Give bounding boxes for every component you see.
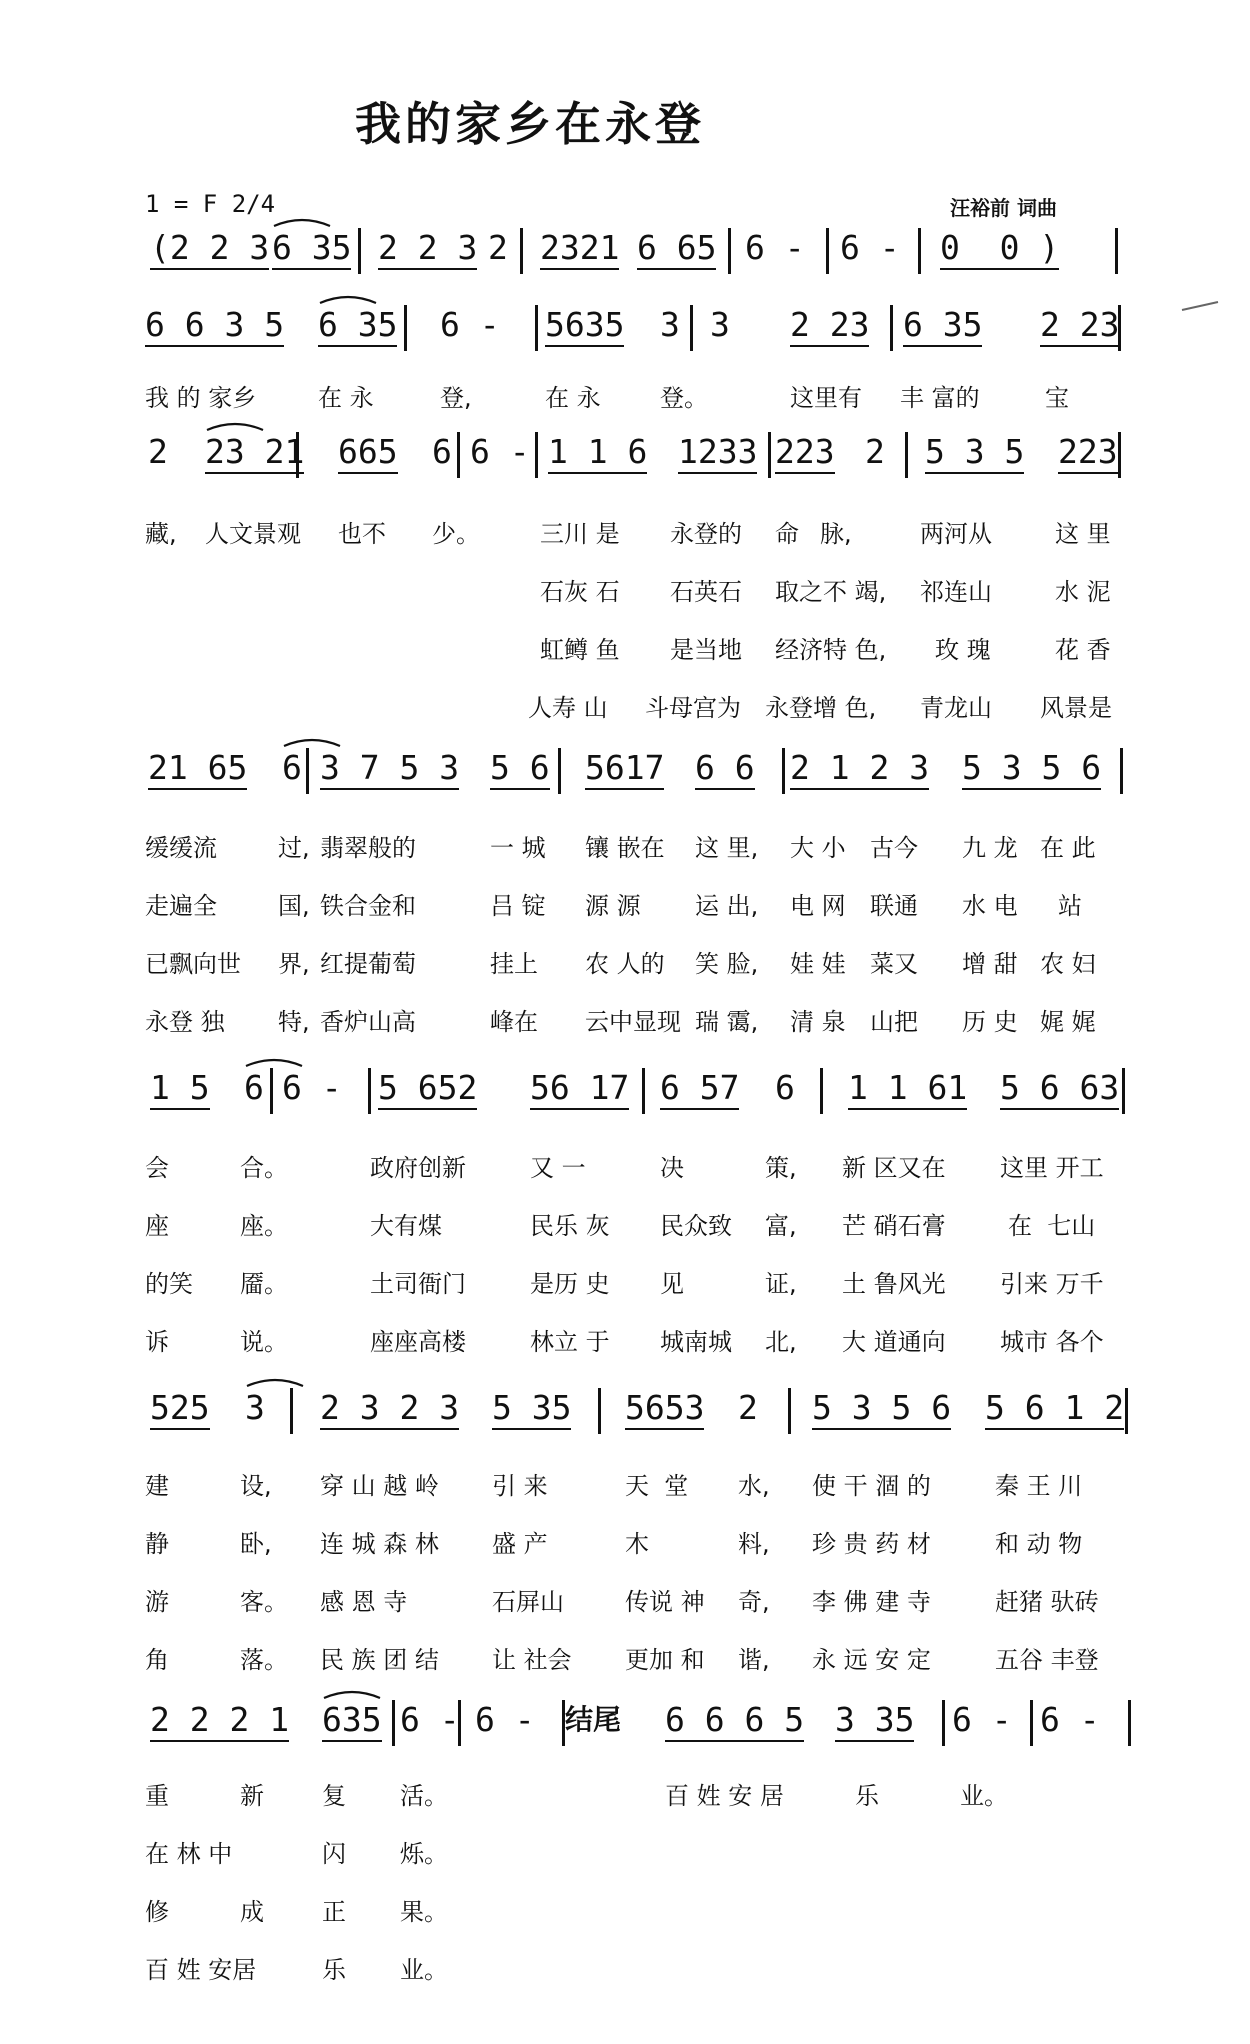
lyric-word: 和 动 物 bbox=[995, 1530, 1083, 1558]
notation-row bbox=[0, 305, 1250, 365]
lyric-word: 电 网 bbox=[790, 892, 846, 920]
note-group: 2 2 3 bbox=[378, 228, 477, 270]
note-group: 0 0 ) bbox=[940, 228, 1059, 270]
note-group: 2 23 bbox=[790, 305, 869, 347]
note-group: 6 35 bbox=[903, 305, 982, 347]
note-group: 6 65 bbox=[637, 228, 716, 270]
barline bbox=[520, 228, 523, 274]
lyric-word: 我 的 家乡 bbox=[145, 384, 257, 412]
note-group: 2 bbox=[738, 1388, 758, 1427]
note-group: 6 - bbox=[282, 1068, 342, 1107]
lyric-word: 藏, bbox=[145, 520, 177, 548]
note-group: 2 23 bbox=[1040, 305, 1119, 347]
composer-credit: 汪裕前 词曲 bbox=[950, 196, 1057, 220]
lyric-word: 见 bbox=[660, 1270, 684, 1298]
lyric-line bbox=[0, 1586, 1250, 1626]
note-group: 2 2 2 1 bbox=[150, 1700, 289, 1742]
lyric-word: 城市 各个 bbox=[1000, 1328, 1104, 1356]
lyric-word: 水, bbox=[738, 1472, 770, 1500]
note-group: 6 - bbox=[840, 228, 900, 267]
lyric-word: 云中显现 bbox=[585, 1008, 681, 1036]
lyric-word: 九 龙 bbox=[962, 834, 1018, 862]
lyric-word: 菜又 bbox=[870, 950, 918, 978]
barline bbox=[1115, 228, 1118, 274]
lyric-word: 业。 bbox=[960, 1782, 1008, 1810]
lyric-word: 娓 娓 bbox=[1040, 1008, 1096, 1036]
lyric-word: 料, bbox=[738, 1530, 770, 1558]
lyric-line bbox=[0, 634, 1250, 674]
lyric-word: 农 人的 bbox=[585, 950, 665, 978]
slur-mark bbox=[282, 734, 342, 748]
lyric-word: 烁。 bbox=[400, 1840, 448, 1868]
lyric-word: 五谷 丰登 bbox=[995, 1646, 1099, 1674]
lyric-word: 谐, bbox=[738, 1646, 770, 1674]
lyric-word: 挂上 bbox=[490, 950, 538, 978]
note-group: 6 6 bbox=[695, 748, 755, 790]
lyric-word: 连 城 森 林 bbox=[320, 1530, 439, 1558]
barline bbox=[826, 228, 829, 274]
lyric-word: 宝 bbox=[1045, 384, 1069, 412]
note-group: 5 6 63 bbox=[1000, 1068, 1119, 1110]
note-group: 525 bbox=[150, 1388, 210, 1430]
slur-mark bbox=[272, 214, 332, 228]
lyric-line bbox=[0, 1896, 1250, 1936]
lyric-word: 座 bbox=[145, 1212, 169, 1240]
lyric-word: 建 bbox=[145, 1472, 169, 1500]
lyric-word: 特, bbox=[278, 1008, 310, 1036]
barline bbox=[270, 1068, 273, 1114]
notation-row bbox=[0, 228, 1250, 288]
note-group: 6 57 bbox=[660, 1068, 739, 1110]
barline bbox=[942, 1700, 945, 1746]
lyric-word: 落。 bbox=[240, 1646, 288, 1674]
lyric-word: 这里有 bbox=[790, 384, 862, 412]
lyric-word: 靥。 bbox=[240, 1270, 288, 1298]
lyric-word: 香炉山高 bbox=[320, 1008, 416, 1036]
barline bbox=[458, 1700, 461, 1746]
lyric-word: 这里 开工 bbox=[1000, 1154, 1104, 1182]
key-time-signature: 1 = F 2/4 bbox=[145, 190, 276, 218]
lyric-word: 笑 脸, bbox=[695, 950, 759, 978]
note-group: 5 6 bbox=[490, 748, 550, 790]
lyric-word: 三川 是 bbox=[540, 520, 620, 548]
lyric-word: 取之不 竭, bbox=[775, 578, 887, 606]
note-group: 223 bbox=[1058, 432, 1118, 474]
lyric-word: 又 一 bbox=[530, 1154, 586, 1182]
note-group: 2 bbox=[148, 432, 168, 471]
lyric-word: 少。 bbox=[432, 520, 480, 548]
barline bbox=[768, 432, 771, 478]
lyric-word: 在 林 中 bbox=[145, 1840, 233, 1868]
note-group: 5 652 bbox=[378, 1068, 477, 1110]
lyric-word: 在 七山 bbox=[1008, 1212, 1096, 1240]
lyric-word: 角 bbox=[145, 1646, 169, 1674]
barline bbox=[392, 1700, 395, 1746]
lyric-word: 果。 bbox=[400, 1898, 448, 1926]
note-group: 6 - bbox=[1040, 1700, 1100, 1739]
lyric-line bbox=[0, 1326, 1250, 1366]
barline bbox=[306, 748, 309, 794]
note-group: 6 35 bbox=[272, 228, 351, 270]
lyric-word: 人文景观 bbox=[205, 520, 301, 548]
lyric-word: 镶 嵌在 bbox=[585, 834, 665, 862]
lyric-word: 说。 bbox=[240, 1328, 288, 1356]
lyric-word: 百 姓 安 居 bbox=[665, 1782, 784, 1810]
lyric-word: 峰在 bbox=[490, 1008, 538, 1036]
lyric-word: 联通 bbox=[870, 892, 918, 920]
lyric-word: 奇, bbox=[738, 1588, 770, 1616]
note-group: 6 35 bbox=[318, 305, 397, 347]
lyric-line bbox=[0, 1954, 1250, 1994]
barline bbox=[1128, 1700, 1131, 1746]
note-group: 1 1 61 bbox=[848, 1068, 967, 1110]
slur-mark bbox=[322, 1686, 382, 1700]
lyric-word: 缓缓流 bbox=[145, 834, 217, 862]
note-group: 1 5 bbox=[150, 1068, 210, 1110]
lyric-word: 青龙山 bbox=[920, 694, 992, 722]
lyric-word: 古今 bbox=[870, 834, 918, 862]
lyric-word: 民众致 bbox=[660, 1212, 732, 1240]
lyric-word: 乐 bbox=[855, 1782, 879, 1810]
lyric-word: 重 bbox=[145, 1782, 169, 1810]
lyric-word: 新 bbox=[240, 1782, 264, 1810]
note-group: 3 7 5 3 bbox=[320, 748, 459, 790]
barline bbox=[788, 1388, 791, 1434]
note-group: 6 - bbox=[745, 228, 805, 267]
lyric-line bbox=[0, 1528, 1250, 1568]
note-group: 6 - bbox=[440, 305, 500, 344]
lyric-word: 更加 和 bbox=[625, 1646, 705, 1674]
barline bbox=[820, 1068, 823, 1114]
barline bbox=[642, 1068, 645, 1114]
lyric-word: 农 妇 bbox=[1040, 950, 1096, 978]
barline bbox=[598, 1388, 601, 1434]
lyric-word: 诉 bbox=[145, 1328, 169, 1356]
lyric-line bbox=[0, 948, 1250, 988]
note-group: 665 bbox=[338, 432, 398, 474]
barline bbox=[358, 228, 361, 274]
barline bbox=[535, 305, 538, 351]
lyric-word: 穿 山 越 岭 bbox=[320, 1472, 439, 1500]
barline bbox=[457, 432, 460, 478]
note-group: 2321 bbox=[540, 228, 619, 270]
lyric-word: 永登 独 bbox=[145, 1008, 225, 1036]
lyric-word: 赶猪 驮砖 bbox=[995, 1588, 1099, 1616]
lyric-word: 李 佛 建 寺 bbox=[812, 1588, 931, 1616]
lyric-word: 珍 贵 药 材 bbox=[812, 1530, 931, 1558]
lyric-word: 百 姓 安居 bbox=[145, 1956, 257, 1984]
lyric-word: 天 堂 bbox=[625, 1472, 689, 1500]
note-group: 2 bbox=[488, 228, 508, 267]
note-group: 5617 bbox=[585, 748, 664, 790]
lyric-word: 站 bbox=[1058, 892, 1082, 920]
lyric-word: 国, bbox=[278, 892, 310, 920]
barline bbox=[1125, 1388, 1128, 1434]
lyric-word: 合。 bbox=[240, 1154, 288, 1182]
lyric-word: 传说 神 bbox=[625, 1588, 705, 1616]
notation-row bbox=[0, 432, 1250, 492]
note-group: 6 - bbox=[475, 1700, 535, 1739]
lyric-word: 闪 bbox=[322, 1840, 346, 1868]
lyric-word: 永登增 色, bbox=[765, 694, 877, 722]
lyric-word: 木 bbox=[625, 1530, 649, 1558]
lyric-word: 石英石 bbox=[670, 578, 742, 606]
lyric-word: 在 此 bbox=[1040, 834, 1096, 862]
lyric-word: 水 泥 bbox=[1055, 578, 1111, 606]
lyric-word: 新 区又在 bbox=[842, 1154, 946, 1182]
lyric-line bbox=[0, 1210, 1250, 1250]
barline bbox=[728, 228, 731, 274]
lyric-word: 永 远 安 定 bbox=[812, 1646, 931, 1674]
lyric-word: 让 社会 bbox=[492, 1646, 572, 1674]
lyric-word: 大 道通向 bbox=[842, 1328, 946, 1356]
note-group: 21 65 bbox=[148, 748, 247, 790]
lyric-word: 界, bbox=[278, 950, 310, 978]
lyric-word: 业。 bbox=[400, 1956, 448, 1984]
lyric-line bbox=[0, 1644, 1250, 1684]
lyric-word: 土 鲁风光 bbox=[842, 1270, 946, 1298]
lyric-word: 祁连山 bbox=[920, 578, 992, 606]
notation-row bbox=[0, 748, 1250, 808]
barline bbox=[368, 1068, 371, 1114]
lyric-line bbox=[0, 692, 1250, 732]
lyric-word: 游 bbox=[145, 1588, 169, 1616]
lyric-word: 清 泉 bbox=[790, 1008, 846, 1036]
barline bbox=[290, 1388, 293, 1434]
lyric-word: 土司衙门 bbox=[370, 1270, 466, 1298]
note-group: 6 6 3 5 bbox=[145, 305, 284, 347]
lyric-word: 引 来 bbox=[492, 1472, 548, 1500]
lyric-line bbox=[0, 1838, 1250, 1878]
barline bbox=[905, 432, 908, 478]
lyric-word: 吕 锭 bbox=[490, 892, 546, 920]
lyric-word: 山把 bbox=[870, 1008, 918, 1036]
lyric-word: 玫 瑰 bbox=[935, 636, 991, 664]
note-group: 5 35 bbox=[492, 1388, 571, 1430]
note-group: 56 17 bbox=[530, 1068, 629, 1110]
note-group: 6 6 6 5 bbox=[665, 1700, 804, 1742]
lyric-line bbox=[0, 1780, 1250, 1820]
note-group: 23 21 bbox=[205, 432, 304, 474]
notation-row bbox=[0, 1388, 1250, 1448]
lyric-word: 运 出, bbox=[695, 892, 759, 920]
lyric-word: 林立 于 bbox=[530, 1328, 610, 1356]
lyric-word: 客。 bbox=[240, 1588, 288, 1616]
note-group: 5 6 1 2 bbox=[985, 1388, 1124, 1430]
barline bbox=[1120, 748, 1123, 794]
note-group: 6 bbox=[244, 1068, 264, 1107]
ending-label: 结尾 bbox=[565, 1703, 622, 1736]
lyric-word: 活。 bbox=[400, 1782, 448, 1810]
lyric-word: 脉, bbox=[820, 520, 852, 548]
lyric-word: 卧, bbox=[240, 1530, 272, 1558]
slur-mark bbox=[244, 1054, 304, 1068]
lyric-word: 斗母宫为 bbox=[645, 694, 741, 722]
lyric-word: 引来 万千 bbox=[1000, 1270, 1104, 1298]
barline bbox=[782, 748, 785, 794]
lyric-word: 政府创新 bbox=[370, 1154, 466, 1182]
note-group: (2 2 3 bbox=[150, 228, 269, 270]
lyric-word: 水 电 bbox=[962, 892, 1018, 920]
barline bbox=[1118, 432, 1121, 478]
note-group: 6 - bbox=[952, 1700, 1012, 1739]
barline bbox=[918, 228, 921, 274]
lyric-word: 设, bbox=[240, 1472, 272, 1500]
lyric-word: 历 史 bbox=[962, 1008, 1018, 1036]
note-group: 5653 bbox=[625, 1388, 704, 1430]
note-group: 3 bbox=[660, 305, 680, 344]
lyric-word: 复 bbox=[322, 1782, 346, 1810]
lyric-word: 城南城 bbox=[660, 1328, 732, 1356]
lyric-word: 证, bbox=[765, 1270, 797, 1298]
barline bbox=[1030, 1700, 1033, 1746]
note-group: 2 1 2 3 bbox=[790, 748, 929, 790]
note-group: 2 3 2 3 bbox=[320, 1388, 459, 1430]
barline bbox=[1122, 1068, 1125, 1114]
barline bbox=[558, 748, 561, 794]
lyric-word: 使 干 涸 的 bbox=[812, 1472, 931, 1500]
barline bbox=[296, 432, 299, 478]
lyric-line bbox=[0, 832, 1250, 872]
barline bbox=[890, 305, 893, 351]
note-group: 5 3 5 6 bbox=[962, 748, 1101, 790]
slur-mark bbox=[245, 1374, 305, 1388]
lyric-word: 修 bbox=[145, 1898, 169, 1926]
page-title: 我的家乡在永登 bbox=[355, 97, 705, 151]
lyric-line bbox=[0, 1268, 1250, 1308]
lyric-word: 经济特 色, bbox=[775, 636, 887, 664]
lyric-line bbox=[0, 1470, 1250, 1510]
note-group: 3 bbox=[710, 305, 730, 344]
lyric-word: 瑞 霭, bbox=[695, 1008, 759, 1036]
lyric-word: 民乐 灰 bbox=[530, 1212, 610, 1240]
lyric-word: 感 恩 寺 bbox=[320, 1588, 408, 1616]
lyric-word: 决 bbox=[660, 1154, 684, 1182]
note-group: 5635 bbox=[545, 305, 624, 347]
lyric-word: 大 小 bbox=[790, 834, 846, 862]
lyric-word: 命 bbox=[775, 520, 799, 548]
lyric-word: 增 甜 bbox=[962, 950, 1018, 978]
lyric-word: 正 bbox=[322, 1898, 346, 1926]
lyric-word: 登, bbox=[440, 384, 472, 412]
lyric-line bbox=[0, 576, 1250, 616]
note-group: 3 35 bbox=[835, 1700, 914, 1742]
lyric-word: 铁合金和 bbox=[320, 892, 416, 920]
lyric-word: 登。 bbox=[660, 384, 708, 412]
slur-mark bbox=[318, 291, 378, 305]
note-group: 223 bbox=[775, 432, 835, 474]
note-group: 5 3 5 bbox=[925, 432, 1024, 474]
lyric-line bbox=[0, 890, 1250, 930]
lyric-word: 红提葡萄 bbox=[320, 950, 416, 978]
lyric-line bbox=[0, 1006, 1250, 1046]
note-group: 3 bbox=[245, 1388, 265, 1427]
lyric-word: 娃 娃 bbox=[790, 950, 846, 978]
lyric-word: 是历 史 bbox=[530, 1270, 610, 1298]
lyric-word: 风景是 bbox=[1040, 694, 1112, 722]
notation-row bbox=[0, 1068, 1250, 1128]
barline bbox=[535, 432, 538, 478]
lyric-word: 富, bbox=[765, 1212, 797, 1240]
note-group: 6 bbox=[282, 748, 302, 787]
lyric-word: 源 源 bbox=[585, 892, 641, 920]
lyric-word: 丰 富的 bbox=[900, 384, 980, 412]
lyric-word: 石屏山 bbox=[492, 1588, 564, 1616]
note-group: 6 - bbox=[470, 432, 530, 471]
lyric-word: 成 bbox=[240, 1898, 264, 1926]
lyric-line bbox=[0, 1152, 1250, 1192]
lyric-word: 座座高楼 bbox=[370, 1328, 466, 1356]
lyric-line bbox=[0, 382, 1250, 422]
notation-row bbox=[0, 1700, 1250, 1760]
lyric-word: 永登的 bbox=[670, 520, 742, 548]
barline bbox=[1118, 305, 1121, 351]
lyric-word: 乐 bbox=[322, 1956, 346, 1984]
lyric-word: 是当地 bbox=[670, 636, 742, 664]
lyric-word: 花 香 bbox=[1055, 636, 1111, 664]
lyric-word: 北, bbox=[765, 1328, 797, 1356]
lyric-word: 一 城 bbox=[490, 834, 546, 862]
lyric-word: 翡翠般的 bbox=[320, 834, 416, 862]
lyric-word: 这 里 bbox=[1055, 520, 1111, 548]
lyric-word: 过, bbox=[278, 834, 310, 862]
lyric-word: 座。 bbox=[240, 1212, 288, 1240]
lyric-word: 静 bbox=[145, 1530, 169, 1558]
lyric-word: 的笑 bbox=[145, 1270, 193, 1298]
note-group: 6 - bbox=[400, 1700, 460, 1739]
lyric-word: 已飘向世 bbox=[145, 950, 241, 978]
note-group: 2 bbox=[865, 432, 885, 471]
lyric-word: 会 bbox=[145, 1154, 169, 1182]
lyric-word: 盛 产 bbox=[492, 1530, 548, 1558]
lyric-word: 在 永 bbox=[318, 384, 374, 412]
note-group: 635 bbox=[322, 1700, 382, 1742]
note-group: 1233 bbox=[678, 432, 757, 474]
barline bbox=[690, 305, 693, 351]
lyric-word: 走遍全 bbox=[145, 892, 217, 920]
slur-mark bbox=[205, 418, 265, 432]
note-group: 6 bbox=[775, 1068, 795, 1107]
lyric-word: 在 永 bbox=[545, 384, 601, 412]
lyric-word: 石灰 石 bbox=[540, 578, 620, 606]
lyric-word: 秦 王 川 bbox=[995, 1472, 1083, 1500]
lyric-word: 民 族 团 结 bbox=[320, 1646, 439, 1674]
lyric-word: 两河从 bbox=[920, 520, 992, 548]
note-group: 6 bbox=[432, 432, 452, 471]
lyric-word: 这 里, bbox=[695, 834, 759, 862]
barline bbox=[404, 305, 407, 351]
lyric-word: 大有煤 bbox=[370, 1212, 442, 1240]
lyric-word: 芒 硝石膏 bbox=[842, 1212, 946, 1240]
lyric-line bbox=[0, 518, 1250, 558]
note-group: 1 1 6 bbox=[548, 432, 647, 474]
lyric-word: 策, bbox=[765, 1154, 797, 1182]
lyric-word: 人寿 山 bbox=[528, 694, 608, 722]
note-group: 5 3 5 6 bbox=[812, 1388, 951, 1430]
lyric-word: 也不 bbox=[338, 520, 386, 548]
lyric-word: 虹鳟 鱼 bbox=[540, 636, 620, 664]
